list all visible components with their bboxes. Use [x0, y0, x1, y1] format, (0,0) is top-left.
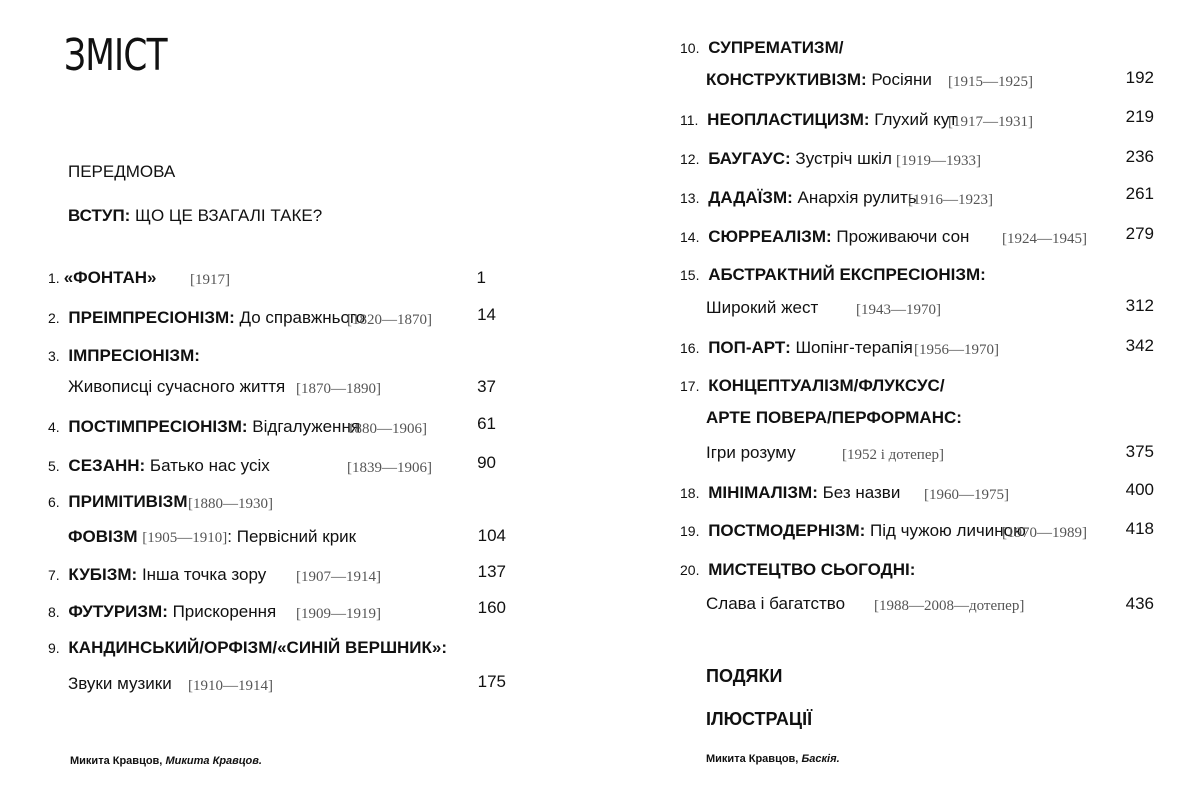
entry-number: 11. [680, 112, 699, 128]
toc-entry-4 [48, 417, 360, 437]
entry-page: 312 [1125, 296, 1154, 315]
entry-page: 261 [1125, 184, 1154, 203]
toc-entry-14 [680, 227, 969, 247]
entry-page: 37 [477, 377, 496, 396]
intro-entry [68, 206, 322, 226]
page-title: ЗМІСТ [64, 30, 167, 81]
toc-entry-9 [48, 638, 447, 658]
entry-subtitle: Батько нас усіх [145, 456, 270, 475]
entry-years: 1880—1906] [347, 421, 427, 437]
entry-years: [1970—1989] [1002, 525, 1087, 541]
entry-subtitle: Шопінг-терапія [790, 338, 913, 357]
entry-years: [1907—1914] [296, 569, 381, 585]
toc-entry-1 [48, 268, 156, 288]
entry-movement: ПРИМІТИВІЗМ [68, 492, 188, 511]
toc-entry-19 [680, 521, 1026, 541]
caption-author: Микита Кравцов, [70, 755, 166, 767]
entry-page: 104 [477, 526, 506, 545]
toc-entry-6-fauvism [68, 527, 356, 548]
entry-page: 160 [477, 598, 506, 617]
illustrations-entry: ІЛЮСТРАЦІЇ [706, 709, 813, 729]
toc-entry-3 [48, 346, 200, 366]
entry-subtitle: Проживаючи сон [831, 227, 970, 246]
entry-years: [1910—1914] [188, 678, 273, 694]
entry-number: 14. [680, 229, 700, 245]
entry-number: 1. [48, 270, 60, 286]
entry-subtitle: Відгалуження [247, 417, 361, 436]
caption-title: Микита Кравцов. [165, 755, 262, 767]
toc-entry-5 [48, 456, 270, 476]
entry-number: 8. [48, 604, 60, 620]
entry-page: 279 [1125, 224, 1154, 243]
entry-movement: КУБІЗМ: [68, 565, 138, 584]
entry-movement: ДАДАЇЗМ: [708, 188, 793, 207]
entry-years: [1870—1890] [296, 381, 381, 397]
toc-entry-10 [680, 38, 843, 58]
entry-subtitle: Анархія рулить [792, 188, 917, 207]
entry-subtitle: Ігри розуму [706, 443, 796, 462]
entry-subtitle: : Первісний крик [227, 527, 357, 546]
entry-page: 61 [477, 414, 496, 433]
entry-movement: АРТЕ ПОВЕРА/ПЕРФОРМАНС: [706, 408, 962, 427]
toc-entry-11 [680, 110, 957, 130]
entry-years: [1880—1930] [188, 496, 273, 512]
preface-entry: ПЕРЕДМОВА [68, 162, 176, 181]
caption-author: Микита Кравцов, [706, 753, 802, 765]
entry-years: [1917—1931] [948, 114, 1033, 130]
entry-number: 18. [680, 485, 700, 501]
entry-number: 15. [680, 267, 700, 283]
entry-number: 10. [680, 40, 700, 56]
toc-entry-17-cont [706, 408, 962, 428]
entry-movement: МІНІМАЛІЗМ: [708, 483, 818, 502]
entry-subtitle: Широкий жест [706, 298, 819, 317]
entry-subtitle: Без назви [817, 483, 901, 502]
entry-subtitle: Слава і багатство [706, 594, 846, 613]
entry-page: 342 [1125, 336, 1154, 355]
toc-entry-2 [48, 308, 365, 328]
entry-number: 16. [680, 340, 700, 356]
toc-entry-3-subtitle [68, 377, 285, 397]
entry-subtitle: Глухий кут [869, 110, 958, 129]
entry-movement: БАУГАУС: [708, 149, 791, 168]
entry-number: 19. [680, 523, 700, 539]
entry-years: [1915—1925] [948, 74, 1033, 90]
entry-number: 6. [48, 494, 60, 510]
entry-movement: «ФОНТАН» [63, 268, 157, 287]
entry-page: 192 [1125, 68, 1154, 87]
caption-title: Баскія. [801, 753, 840, 765]
entry-number: 5. [48, 458, 60, 474]
entry-subtitle: Інша точка зору [137, 565, 267, 584]
toc-entry-20 [680, 560, 915, 580]
entry-subtitle: Росіяни [866, 70, 932, 89]
entry-years: [1909—1919] [296, 606, 381, 622]
entry-movement: АБСТРАКТНИЙ ЕКСПРЕСІОНІЗМ: [708, 265, 986, 284]
entry-years: [1960—1975] [924, 487, 1009, 503]
toc-entry-17 [680, 376, 945, 396]
image-caption [706, 753, 840, 765]
entry-number: 12. [680, 151, 700, 167]
entry-movement: КАНДИНСЬКИЙ/ОРФІЗМ/«СИНІЙ ВЕРШНИК»: [68, 638, 448, 657]
entry-movement: ПРЕІМПРЕСІОНІЗМ: [68, 308, 235, 327]
entry-movement: СЕЗАНН: [68, 456, 146, 475]
entry-movement: СУПРЕМАТИЗМ/ [708, 38, 844, 57]
entry-years: [1924—1945] [1002, 231, 1087, 247]
entry-years: [1820—1870] [347, 312, 432, 328]
entry-page: 400 [1125, 480, 1154, 499]
entry-movement: НЕОПЛАСТИЦИЗМ: [707, 110, 870, 129]
entry-movement: СЮРРЕАЛІЗМ: [708, 227, 832, 246]
entry-subtitle: Прискорення [167, 602, 277, 621]
intro-rest: ЩО ЦЕ ВЗАГАЛІ ТАКЕ? [130, 206, 323, 225]
entry-movement: ФУТУРИЗМ: [68, 602, 168, 621]
entry-number: 7. [48, 567, 60, 583]
entry-page: 1 [476, 268, 486, 287]
entry-years: [1988—2008—дотепер] [874, 598, 1025, 614]
entry-movement: ФОВІЗМ [68, 527, 138, 546]
entry-years: [1943—1970] [856, 302, 941, 318]
entry-page: 418 [1125, 519, 1154, 538]
entry-subtitle: Звуки музики [68, 674, 172, 693]
entry-subtitle: Під чужою личиною [865, 521, 1026, 540]
entry-movement: ПОП-АРТ: [708, 338, 791, 357]
entry-number: 9. [48, 640, 60, 656]
entry-movement: ПОСТІМПРЕСІОНІЗМ: [68, 417, 248, 436]
entry-page: 175 [477, 672, 506, 691]
entry-number: 3. [48, 348, 60, 364]
entry-page: 436 [1125, 594, 1154, 613]
entry-movement: ІМПРЕСІОНІЗМ: [68, 346, 200, 365]
entry-page: 375 [1125, 442, 1154, 461]
entry-years: [1919—1933] [896, 153, 981, 169]
entry-movement: КОНСТРУКТИВІЗМ: [706, 70, 867, 89]
entry-page: 219 [1125, 107, 1154, 126]
entry-page: 236 [1125, 147, 1154, 166]
toc-entry-7 [48, 565, 266, 585]
entry-subtitle: Зустріч шкіл [790, 149, 892, 168]
entry-movement: КОНЦЕПТУАЛІЗМ/ФЛУКСУС/ [708, 376, 945, 395]
toc-entry-15-subtitle [706, 298, 818, 318]
toc-entry-10-cont [706, 70, 932, 90]
toc-entry-8 [48, 602, 276, 622]
toc-entry-13 [680, 188, 917, 208]
toc-entry-16 [680, 338, 913, 358]
acknowledgements-entry: ПОДЯКИ [706, 666, 783, 686]
entry-movement: МИСТЕЦТВО СЬОГОДНІ: [708, 560, 916, 579]
entry-number: 13. [680, 190, 700, 206]
toc-entry-20-subtitle [706, 594, 845, 614]
toc-entry-18 [680, 483, 900, 503]
entry-number: 20. [680, 562, 700, 578]
image-caption [70, 755, 262, 767]
entry-movement: ПОСТМОДЕРНІЗМ: [708, 521, 866, 540]
entry-years: [1905—1910] [142, 530, 228, 546]
entry-years: [1839—1906] [347, 460, 432, 476]
toc-entry-9-subtitle [68, 674, 172, 694]
toc-entry-17-subtitle [706, 443, 796, 463]
entry-subtitle: До справжнього [234, 308, 366, 327]
entry-years: [1952 і дотепер] [842, 447, 944, 463]
entry-page: 90 [477, 453, 496, 472]
entry-years: [1917] [190, 272, 230, 288]
entry-page: 137 [477, 562, 506, 581]
toc-entry-6 [48, 492, 188, 512]
entry-number: 2. [48, 310, 60, 326]
entry-subtitle: Живописці сучасного життя [68, 377, 286, 396]
entry-number: 4. [48, 419, 60, 435]
intro-bold: ВСТУП: [68, 206, 131, 225]
entry-page: 14 [477, 305, 496, 324]
toc-entry-15 [680, 265, 986, 285]
entry-years: [1956—1970] [914, 342, 999, 358]
entry-years: [1916—1923] [908, 192, 993, 208]
toc-entry-12 [680, 149, 892, 169]
entry-number: 17. [680, 378, 700, 394]
